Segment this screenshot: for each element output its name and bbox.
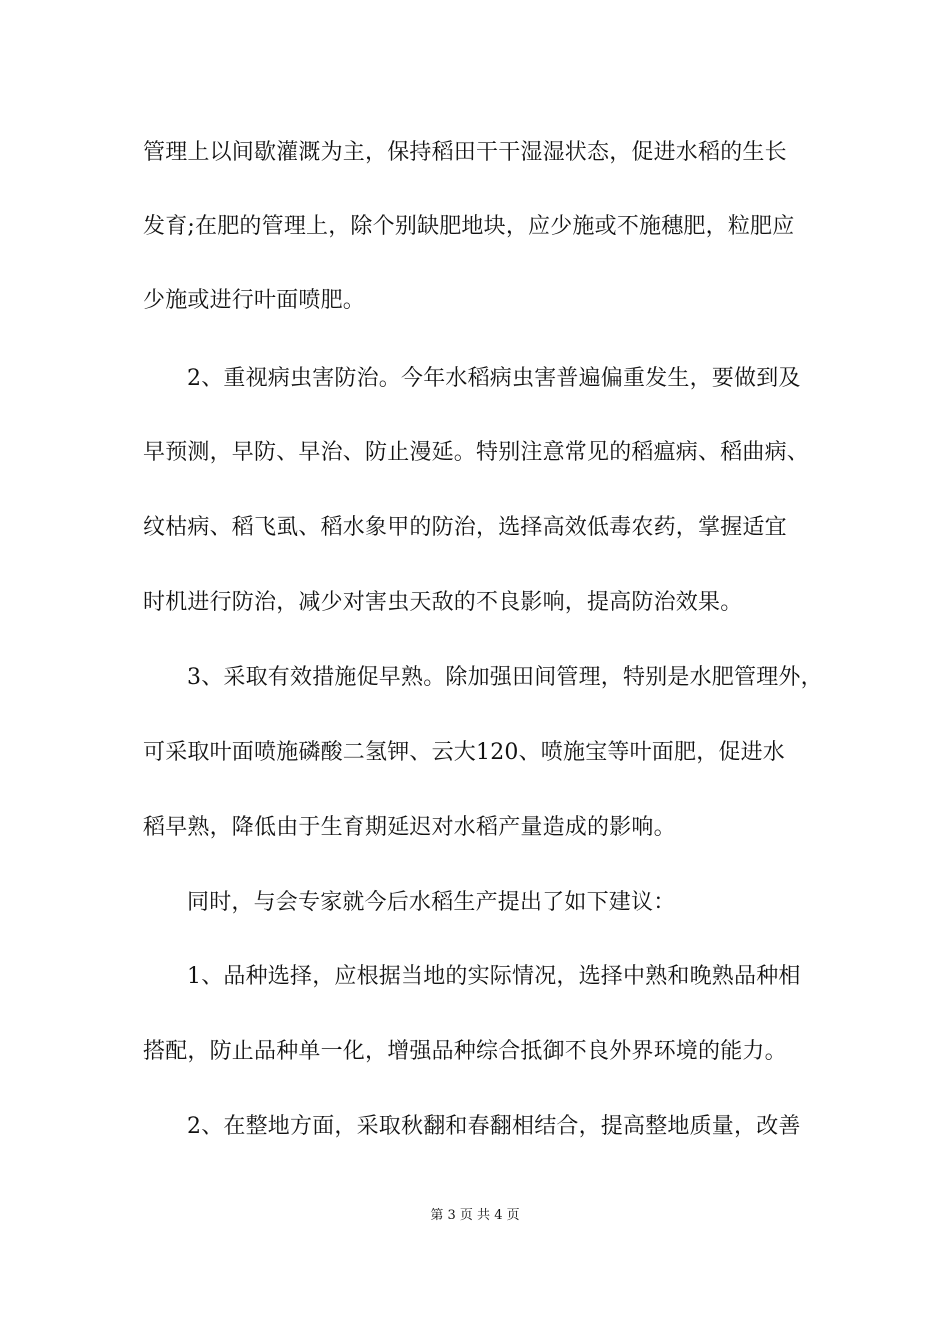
text-line-1: 管理上以间歇灌溉为主，保持稻田干干湿湿状态，促进水稻的生长 [143, 140, 787, 165]
page-number: 第 3 页 共 4 页 [430, 1208, 520, 1223]
text-line-12: 1、品种选择，应根据当地的实际情况，选择中熟和晚熟品种相 [187, 964, 801, 989]
text-line-2: 发育;在肥的管理上，除个别缺肥地块，应少施或不施穗肥，粒肥应 [143, 214, 795, 239]
text-line-8: 3、采取有效措施促早熟。除加强田间管理，特别是水肥管理外， [187, 665, 823, 690]
text-line-9: 可采取叶面喷施磷酸二氢钾、云大120、喷施宝等叶面肥，促进水 [143, 740, 785, 765]
text-line-7: 时机进行防治，减少对害虫天敌的不良影响，提高防治效果。 [143, 590, 743, 615]
text-line-14: 2、在整地方面，采取秋翻和春翻相结合，提高整地质量，改善 [187, 1114, 801, 1139]
text-line-10: 稻早熟，降低由于生育期延迟对水稻产量造成的影响。 [143, 815, 676, 840]
text-line-5: 早预测，早防、早治、防止漫延。特别注意常见的稻瘟病、稻曲病、 [143, 440, 810, 465]
text-line-11: 同时，与会专家就今后水稻生产提出了如下建议： [187, 890, 676, 915]
text-line-6: 纹枯病、稻飞虱、稻水象甲的防治，选择高效低毒农药，掌握适宜 [143, 515, 787, 540]
text-line-3: 少施或进行叶面喷肥。 [143, 288, 366, 313]
text-line-13: 搭配，防止品种单一化，增强品种综合抵御不良外界环境的能力。 [143, 1039, 787, 1064]
text-line-4: 2、重视病虫害防治。今年水稻病虫害普遍偏重发生，要做到及 [187, 366, 801, 391]
page-footer [0, 1207, 950, 1225]
